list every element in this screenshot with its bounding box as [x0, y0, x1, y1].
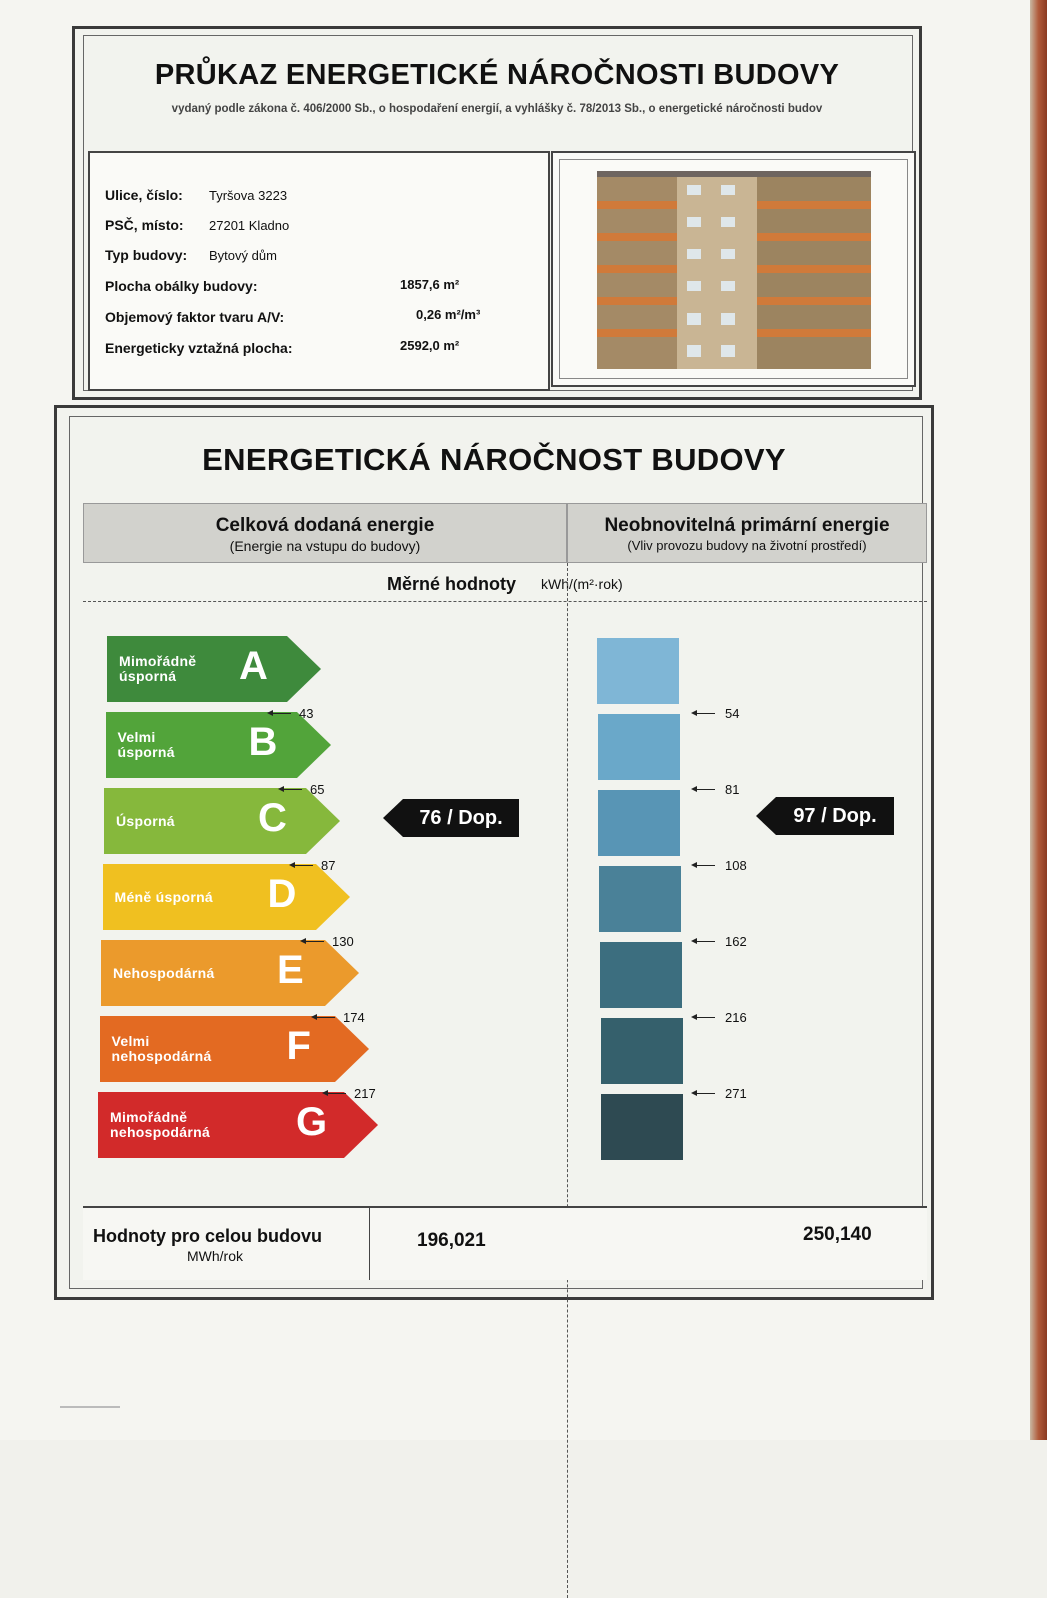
delivered-threshold-value: 130	[332, 934, 354, 949]
building-info-box	[88, 151, 550, 391]
threshold-arrow	[693, 1017, 715, 1018]
energy-rating-frame	[54, 405, 934, 1300]
energy-class-label: Nehospodárná	[113, 965, 215, 981]
energy-class-letter: D	[267, 872, 297, 916]
energy-class-c	[104, 788, 340, 854]
threshold-arrow	[693, 941, 715, 942]
energy-class-b	[106, 712, 331, 778]
energy-class-letter: E	[277, 948, 304, 992]
energy-class-g	[98, 1092, 378, 1158]
totals-row	[83, 1206, 927, 1280]
primary-threshold-value: 162	[725, 934, 747, 949]
energy-class-label: Méně úsporná	[114, 889, 214, 905]
energy-class-letter: B	[248, 720, 278, 764]
energy-class-label: Velmi úsporná	[117, 729, 175, 760]
primary-energy-bar-g	[601, 1094, 683, 1160]
delivered-threshold-value: 174	[343, 1010, 365, 1025]
building-type-label: Typ budovy:	[105, 247, 188, 263]
reference-area-label: Energeticky vztažná plocha:	[105, 340, 293, 356]
energy-class-e	[101, 940, 359, 1006]
street-value: Tyršova 3223	[209, 188, 288, 203]
energy-class-letter: F	[286, 1024, 311, 1068]
delivered-threshold-value: 65	[310, 782, 325, 797]
certificate-header-frame	[72, 26, 922, 400]
energy-class-f	[100, 1016, 369, 1082]
primary-energy-bar-a	[597, 638, 679, 704]
threshold-arrow	[693, 1093, 715, 1094]
total-delivered-value: 196,021	[417, 1230, 486, 1251]
shape-factor-label: Objemový faktor tvaru A/V:	[105, 309, 285, 325]
primary-threshold-value: 108	[725, 858, 747, 873]
delivered-threshold-value: 87	[321, 858, 336, 873]
threshold-arrow	[302, 941, 324, 942]
specific-values-label: Měrné hodnoty	[387, 574, 516, 594]
delivered-threshold-value: 43	[299, 706, 314, 721]
psc-label: PSČ, místo:	[105, 217, 184, 233]
primary-energy-bar-b	[598, 714, 680, 780]
street-label: Ulice, číslo:	[105, 187, 183, 203]
building-photo-box	[551, 151, 916, 387]
psc-value: 27201 Kladno	[209, 218, 290, 233]
energy-class-letter: A	[239, 644, 268, 688]
energy-class-letter: G	[296, 1100, 328, 1144]
energy-class-label: Velmi nehospodárná	[111, 1033, 212, 1064]
threshold-arrow	[280, 789, 302, 790]
energy-class-letter: C	[258, 796, 287, 840]
envelope-area-value: 1857,6 m²	[400, 277, 460, 292]
building-photo	[597, 171, 871, 369]
threshold-arrow	[291, 865, 313, 866]
primary-threshold-value: 54	[725, 706, 740, 721]
energy-class-label: Mimořádně nehospodárná	[110, 1109, 211, 1140]
primary-energy-bar-e	[600, 942, 682, 1008]
total-primary-value: 250,140	[803, 1224, 872, 1245]
threshold-arrow	[324, 1093, 346, 1094]
threshold-arrow	[693, 865, 715, 866]
threshold-arrow	[693, 789, 715, 790]
primary-threshold-value: 216	[725, 1010, 747, 1025]
energy-class-a	[107, 636, 321, 702]
primary-energy-badge: 97 / Dop.	[776, 797, 894, 835]
delivered-energy-header	[83, 503, 567, 563]
primary-threshold-value: 271	[725, 1086, 747, 1101]
energy-class-d	[103, 864, 350, 930]
primary-energy-header	[567, 503, 927, 563]
page-footer-mark	[60, 1406, 120, 1408]
building-type-value: Bytový dům	[209, 248, 277, 263]
reference-area-value: 2592,0 m²	[400, 338, 460, 353]
totals-label: Hodnoty pro celou budovu	[93, 1226, 322, 1246]
delivered-energy-title: Celková dodaná energie	[215, 515, 435, 536]
totals-unit: MWh/rok	[187, 1248, 243, 1264]
threshold-arrow	[693, 713, 715, 714]
energy-class-label: Mimořádně úsporná	[119, 653, 197, 684]
primary-energy-bar-f	[601, 1018, 683, 1084]
primary-energy-bar-d	[599, 866, 681, 932]
primary-threshold-value: 81	[725, 782, 740, 797]
binder-edge	[1030, 0, 1047, 1440]
threshold-arrow	[269, 713, 291, 714]
certificate-title: PRŮKAZ ENERGETICKÉ NÁROČNOSTI BUDOVY	[154, 59, 840, 91]
specific-values-unit: kWh/(m²·rok)	[541, 576, 623, 592]
envelope-area-label: Plocha obálky budovy:	[105, 278, 258, 294]
threshold-arrow	[313, 1017, 335, 1018]
delivered-energy-subtitle: (Energie na vstupu do budovy)	[229, 538, 421, 554]
shape-factor-value: 0,26 m²/m³	[416, 307, 481, 322]
primary-energy-subtitle: (Vliv provozu budovy na životní prostředí)	[627, 538, 867, 553]
primary-energy-title: Neobnovitelná primární energie	[604, 515, 890, 536]
delivered-threshold-value: 217	[354, 1086, 376, 1101]
energy-class-label: Úsporná	[116, 813, 175, 829]
delivered-energy-badge: 76 / Dop.	[403, 799, 519, 837]
certificate-subtitle: vydaný podle zákona č. 406/2000 Sb., o hospodaření energií, a vyhlášky č. 78/2013 Sb., o energetické náročnosti budov	[171, 103, 823, 115]
rating-title: ENERGETICKÁ NÁROČNOST BUDOVY	[202, 442, 786, 477]
primary-energy-bar-c	[598, 790, 680, 856]
